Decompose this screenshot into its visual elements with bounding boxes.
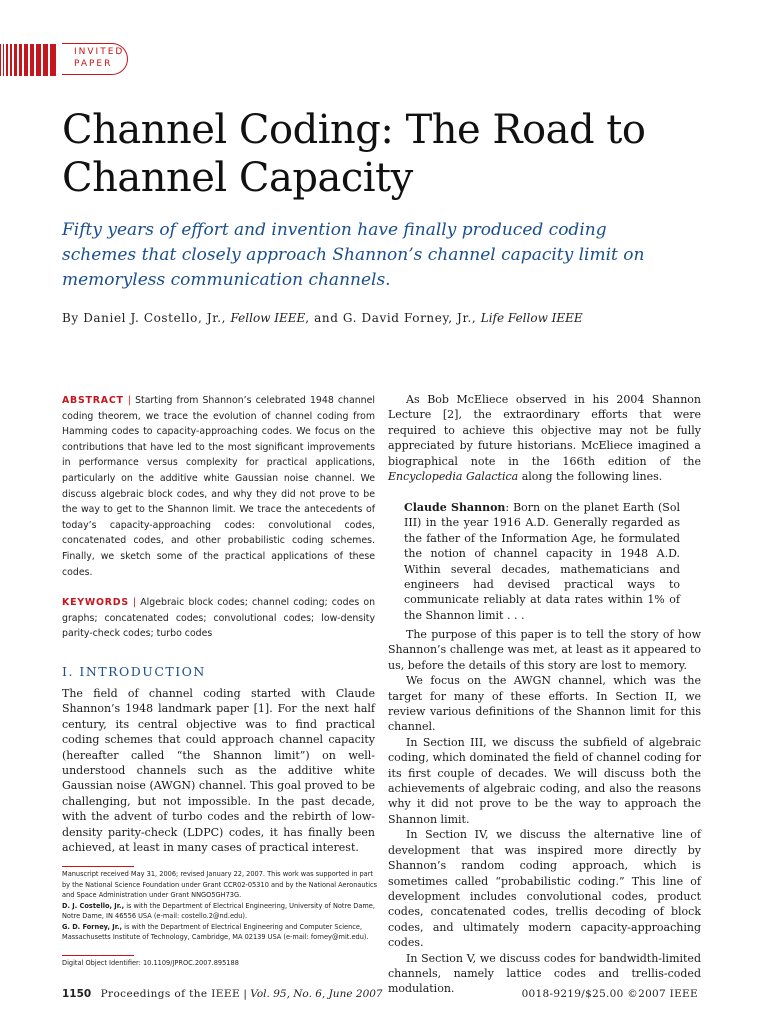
- encyclopedia-title: Encyclopedia Galactica: [388, 470, 519, 484]
- badge-line1: INVITED: [74, 47, 125, 57]
- right-paragraph-6: In Section V, we discuss codes for bandwidth-limited channels, namely lattice codes and trellis-coded modulation.: [388, 951, 701, 996]
- right-paragraph-1: [388, 392, 701, 484]
- right-column-body: [388, 627, 701, 997]
- byline-author2: , and G. David Forney, Jr.,: [305, 311, 477, 325]
- copyright-line: 0018-9219/$25.00 ©2007 IEEE: [521, 988, 698, 1000]
- byline: [62, 310, 702, 326]
- footnote-author1: [62, 901, 378, 922]
- doi: Digital Object Identifier: 10.1109/JPROC.2007.895188: [62, 959, 239, 967]
- page-number: 1150: [62, 988, 92, 1000]
- right-column-intro: [388, 392, 701, 484]
- byline-author1-title: Fellow IEEE: [230, 311, 306, 325]
- paper-title: Channel Coding: The Road to Channel Capacity: [62, 107, 646, 201]
- journal-name: Proceedings of the IEEE: [100, 988, 241, 1000]
- mceliece-quote: [404, 500, 680, 623]
- introduction-body: [62, 686, 375, 855]
- keywords-label: KEYWORDS: [62, 597, 129, 608]
- footnote-author2-info: is with the Department of Electrical Engineering and Computer Science, Massachusetts Institute of Technology, Cambridge, MA 02139 USA (e-mail: forney@mit.edu).: [62, 922, 369, 941]
- right-paragraph-3: We focus on the AWGN channel, which was the target for many of these efforts. In Section II, we review various definitions of the Shannon limit for this channel.: [388, 674, 701, 734]
- quote-text: : Born on the planet Earth (Sol III) in the year 1916 A.D. Generally regarded as the father of the Information Age, he formulated the notion of channel capacity in 1948 A.D. Within several decades, mathematicians and engineers had devised practical ways to communicate reliably at data rates within 1% of the Shannon limit . . .: [404, 501, 680, 622]
- byline-author2-title: Life Fellow IEEE: [480, 311, 583, 325]
- byline-author1: By Daniel J. Costello, Jr.,: [62, 311, 227, 325]
- footnote-author1-name: D. J. Costello, Jr.,: [62, 901, 125, 910]
- paper-subtitle: Fifty years of effort and invention have finally produced coding schemes that closely approach Shannon’s channel capacity limit on memoryless communication channels.: [62, 220, 645, 290]
- quote-name: Claude Shannon: [404, 501, 506, 514]
- abstract-label: ABSTRACT: [62, 395, 124, 406]
- keywords-text: Algebraic block codes; channel coding; codes on graphs; concatenated codes; convolutional codes; low-density parity-check codes; turbo codes: [62, 597, 376, 640]
- intro-paragraph-1: The field of channel coding started with Claude Shannon’s 1948 landmark paper [1]. For the next half century, its central objective was to find practical coding schemes that could approach channel capacity (hereafter called “the Shannon limit”) on well-understood channels such as the additive white Gaussian noise (AWGN) channel. This goal proved to be challenging, but not impossible. In the past decade, with the advent of turbo codes and the rebirth of low-density parity-check (LDPC) codes, it has finally been achieved, at least in many cases of practical interest.: [62, 687, 375, 855]
- footnote-rule: [62, 866, 134, 867]
- badge-stripes: [0, 44, 62, 76]
- footnote-author1-info: is with the Department of Electrical Engineering, University of Notre Dame, Notre Dame, IN 46556 USA (e-mail: costello.2@nd.edu).: [62, 901, 375, 920]
- footnote-author2: [62, 922, 378, 943]
- badge-label: [74, 46, 124, 70]
- keywords: KEYWORDS | Algebraic block codes; channel coding; codes on graphs; concatenated codes; convolutional codes; low-density parity-check codes; turbo codes: [62, 597, 376, 640]
- footnotes: [62, 869, 378, 943]
- abstract: ABSTRACT | Starting from Shannon’s celebrated 1948 channel coding theorem, we trace the evolution of channel coding from Hamming codes to capacity-approaching codes. We focus on the contributions that have led to the most significant improvements in performance versus complexity for practical applications, particularly on the additive white Gaussian noise channel. We discuss algebraic block codes, and why they did not prove to be the way to get to the Shannon limit. We trace the antecedents of today’s capacity-approaching codes: convolutional codes, concatenated codes, and other probabilistic coding schemes. Finally, we sketch some of the practical applications of these codes.: [62, 395, 375, 578]
- abstract-text: Starting from Shannon’s celebrated 1948 channel coding theorem, we trace the evolution of channel coding from Hamming codes to capacity-approaching codes. We focus on the contributions that have led to the most significant improvements in performance versus complexity for practical applications, particularly on the additive white Gaussian noise channel. We discuss algebraic block codes, and why they did not prove to be the way to get to the Shannon limit. We trace the antecedents of today’s capacity-approaching codes: convolutional codes, concatenated codes, and other probabilistic coding schemes. Finally, we sketch some of the practical applications of these codes.: [62, 395, 375, 578]
- doi-rule: [62, 955, 134, 956]
- footnote-author2-name: G. D. Forney, Jr.,: [62, 922, 123, 931]
- right-paragraph-1-end: along the following lines.: [521, 470, 663, 484]
- badge-line2: PAPER: [74, 59, 113, 69]
- footnote-manuscript: Manuscript received May 31, 2006; revised January 22, 2007. This work was supported in part by the National Science Foundation under Grant CCR02-05310 and by the National Aeronautics and Space Administration under Grant NNGO5GH73G.: [62, 870, 378, 899]
- right-paragraph-1-text: As Bob McEliece observed in his 2004 Shannon Lecture [2], the extraordinary efforts that were required to achieve this objective may not be fully appreciated by future historians. McEliece imagined a biographical note in the 166th edition of the: [388, 393, 701, 468]
- right-paragraph-4: In Section III, we discuss the subfield of algebraic coding, which dominated the field of channel coding for its first couple of decades. We will discuss both the achievements of algebraic coding, and also the reasons why it did not prove to be the way to approach the Shannon limit.: [388, 735, 701, 826]
- journal-issue: | Vol. 95, No. 6, June 2007: [243, 988, 383, 1000]
- page-footer: [62, 988, 383, 1000]
- right-paragraph-5: In Section IV, we discuss the alternative line of development that was inspired more directly by Shannon’s random coding approach, which is sometimes called “probabilistic coding.” This line of development includes convolutional codes, product codes, concatenated codes, trellis decoding of block codes, and ultimately modern capacity-approaching codes.: [388, 828, 701, 950]
- right-paragraph-2: The purpose of this paper is to tell the story of how Shannon’s challenge was met, at least as it appeared to us, before the details of this story are lost to memory.: [388, 628, 701, 672]
- section-heading-introduction: I. INTRODUCTION: [62, 664, 206, 679]
